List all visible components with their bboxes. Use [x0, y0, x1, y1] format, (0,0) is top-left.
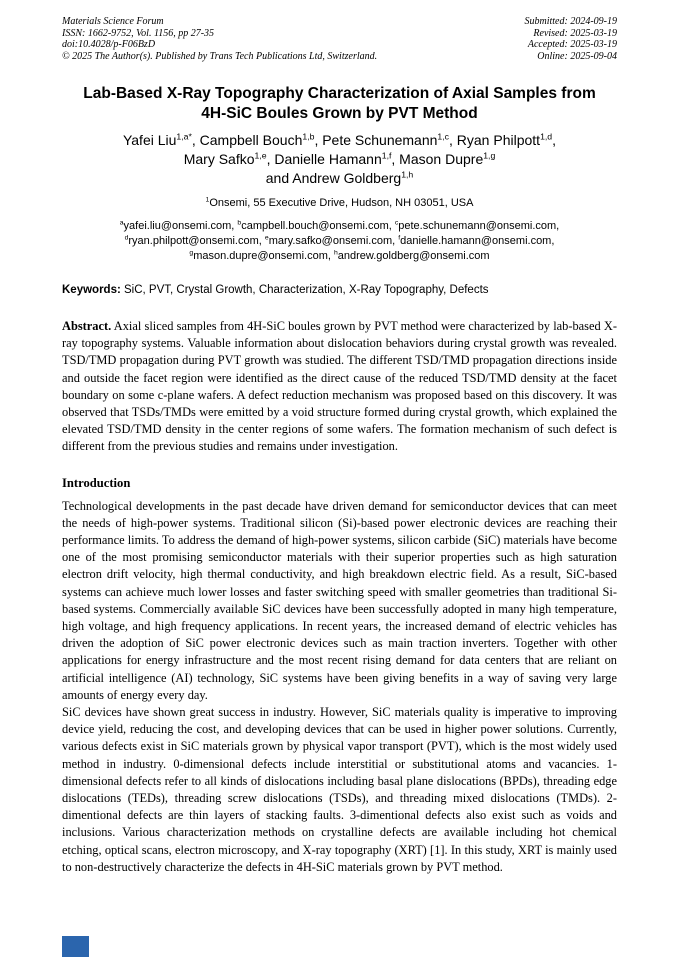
email-list — [62, 219, 617, 264]
keywords-line — [62, 283, 617, 297]
journal-header-right — [525, 16, 618, 62]
paper-title-line-1: Lab-Based X-Ray Topography Characterization of Axial Samples from — [83, 85, 596, 102]
author-line-1: Yafei Liu$^{1,a*}$, Campbell Bouch$^{1,b}$, Pete Schunemann$^{1,c}$, Ryan Philpott$^{1,d}$, — [122, 131, 557, 148]
author-line-2: Mary Safko$^{1,e}$, Danielle Hamann$^{1,f}$, Mason Dupre$^{1,g}$ — [183, 150, 496, 167]
journal-header-left — [62, 16, 377, 62]
footer-link-box — [62, 936, 89, 957]
copyright-line: © 2025 The Author(s). Published by Trans Tech Publications Ltd, Switzerland. — [62, 50, 378, 62]
email-line-1: $^a$yafei.liu@onsemi.com, $^b$campbell.bouch@onsemi.com, $^c$pete.schunemann@onsemi.com, — [119, 219, 560, 232]
author-line-3: and Andrew Goldberg$^{1,h}$ — [265, 169, 414, 186]
introduction-heading: Introduction — [62, 475, 131, 490]
abstract-label: Abstract. — [62, 319, 112, 333]
revised-date: Revised: 2025-03-19 — [533, 27, 617, 39]
intro-paragraph-2: SiC devices have shown great success in industry. However, SiC materials quality is imperative to improving device yield, reducing the cost, and developing devices that can be used in higher power solutions. Currently, various defects exist in SiC materials grown by physical vapor transport (PVT), which is the most widely used method in industry. 0-dimensional defects include interstitial or substitutional atoms and vacancies. 1-dimensional defects refer to all kinds of dislocations including basal plane dislocations (BPDs), threading edge dislocations (TEDs), threading screw dislocations (TSDs), and threading mixed dislocations (TMDs). 2-dimentional defects are thin layers of stacking faults. 3-dimentional defects also exist such as voids and inclusions. Various characterization methods on crystalline defects are available including hot chemical etching, optical scans, electron microscopy, and X-ray topography (XRT) [1]. In this study, XRT is mainly used to non-destructively characterize the defects in 4H-SiC materials grown by PVT method. — [62, 705, 617, 874]
paper-title-line-2: 4H-SiC Boules Grown by PVT Method — [201, 105, 478, 122]
affiliation: $^1$Onsemi, 55 Executive Drive, Hudson, NH 03051, USA — [205, 196, 474, 209]
issn-line: ISSN: 1662-9752, Vol. 1156, pp 27-35 — [62, 27, 215, 39]
intro-paragraph-1: Technological developments in the past decade have driven demand for semiconductor devices that can meet the needs of high-power systems. Traditional silicon (Si)-based power electronic devices are reaching their performance limits. To address the demand of high-power systems, silicon carbide (SiC) materials have become one of the most promising semiconductor materials with their superior properties such as high saturation electron drift velocity, high thermal conductivity, and high breakdown electric field. As a result, SiC-based systems can achieve much lower losses and faster switching speed with smaller geometries than traditional Si-based systems. Commercially available SiC devices have been successfully adopted in many high temperature, high voltage, and high frequency applications. In recent years, the increased demand of electric vehicles has driven the adoption of SiC power electronic devices such as main traction inverters. Together with other applications for energy infrastructure and the most recent rising demand for data centers that are reliant on artificial intelligence (AI) technology, SiC systems have been giving benefits in a way of saving very large amounts of energy every day. — [62, 498, 617, 702]
submitted-date: Submitted: 2024-09-19 — [524, 16, 617, 27]
journal-name: Materials Science Forum — [62, 16, 164, 27]
paper-title — [62, 84, 617, 124]
accepted-date: Accepted: 2025-03-19 — [527, 39, 617, 50]
author-list — [62, 131, 617, 188]
keywords-label: Keywords: — [62, 284, 121, 296]
email-line-3: $^g$mason.dupre@onsemi.com, $^h$andrew.goldberg@onsemi.com — [189, 249, 490, 262]
abstract-paragraph — [62, 318, 617, 456]
journal-header — [62, 16, 617, 62]
doi-line: doi:10.4028/p-F06BzD — [62, 39, 156, 50]
email-line-2: $^d$ryan.philpott@onsemi.com, $^e$mary.safko@onsemi.com, $^f$danielle.hamann@onsemi.com, — [124, 234, 555, 247]
abstract-text: Axial sliced samples from 4H-SiC boules grown by PVT method were characterized by lab-based X-ray topography systems. Valuable information about dislocation behaviors during crystal growth was revealed. TSD/TMD propagation during PVT growth was studied. The different TSD/TMD propagation directions inside and outside the facet region were identified as the direct cause of the reduced TSD/TMD density at the facet boundary on some c-plane wafers. A defect reduction mechanism was proposed based on this discovery. It was observed that TSDs/TMDs were emitted by a void structure formed during crystal growth, which explained the elevated TSD/TMD density in the center regions of some wafers. The formation mechanism of such defect is different from the previous studies and remains under investigation. — [62, 319, 617, 454]
keywords-text: SiC, PVT, Crystal Growth, Characterization, X-Ray Topography, Defects — [120, 284, 489, 296]
online-date: Online: 2025-09-04 — [537, 50, 617, 62]
